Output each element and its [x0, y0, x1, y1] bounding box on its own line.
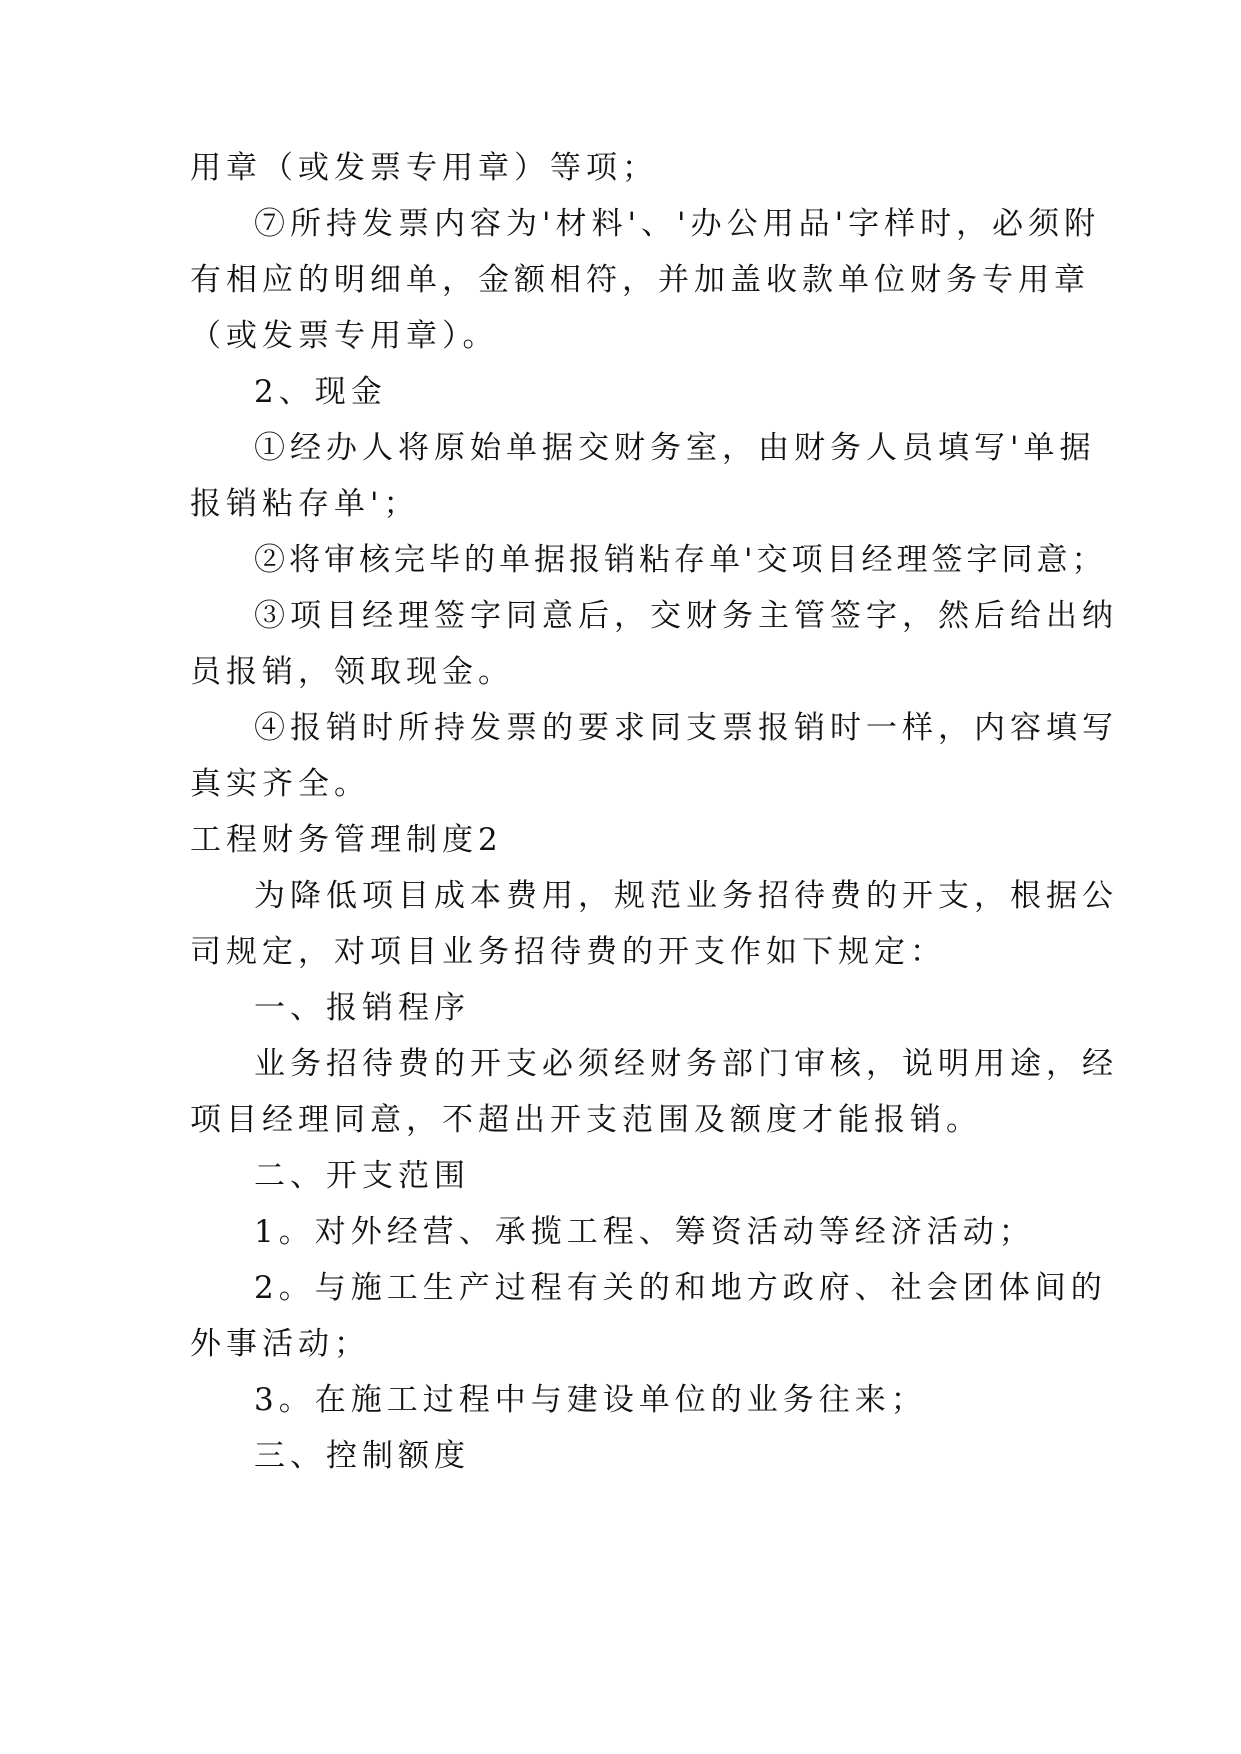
section-heading: 三、控制额度	[254, 1438, 470, 1474]
paragraph-line: 业务招待费的开支必须经财务部门审核，说明用途，经	[254, 1046, 1118, 1082]
paragraph-line: ⑦所持发票内容为'材料'、'办公用品'字样时，必须附	[254, 206, 1101, 242]
paragraph-line: 有相应的明细单，金额相符，并加盖收款单位财务专用章	[190, 262, 1090, 298]
paragraph-line: 项目经理同意，不超出开支范围及额度才能报销。	[190, 1102, 982, 1138]
section-heading: 二、开支范围	[254, 1158, 470, 1194]
paragraph-line: ①经办人将原始单据交财务室，由财务人员填写'单据	[254, 430, 1096, 466]
paragraph-line: 用章（或发票专用章）等项；	[190, 150, 658, 186]
paragraph-line: 为降低项目成本费用，规范业务招待费的开支，根据公	[254, 878, 1118, 914]
paragraph-line: 2。与施工生产过程有关的和地方政府、社会团体间的	[254, 1270, 1107, 1306]
paragraph-line: ③项目经理签字同意后，交财务主管签字，然后给出纳	[254, 598, 1118, 634]
section-heading: 一、报销程序	[254, 990, 470, 1026]
document-title: 工程财务管理制度2	[190, 822, 503, 858]
paragraph-line: 3。在施工过程中与建设单位的业务往来；	[254, 1382, 927, 1418]
paragraph-line: ④报销时所持发票的要求同支票报销时一样，内容填写	[254, 710, 1118, 746]
paragraph-line: 司规定，对项目业务招待费的开支作如下规定：	[190, 934, 946, 970]
section-heading: 2、现金	[254, 374, 387, 410]
paragraph-line: 员报销，领取现金。	[190, 654, 514, 690]
paragraph-line: ②将审核完毕的单据报销粘存单'交项目经理签字同意；	[254, 542, 1107, 578]
paragraph-line: 真实齐全。	[190, 766, 370, 802]
paragraph-line: 外事活动；	[190, 1326, 370, 1362]
paragraph-line: 1。对外经营、承揽工程、筹资活动等经济活动；	[254, 1214, 1035, 1250]
paragraph-line: 报销粘存单'；	[190, 486, 420, 522]
paragraph-line: （或发票专用章）。	[190, 318, 499, 354]
